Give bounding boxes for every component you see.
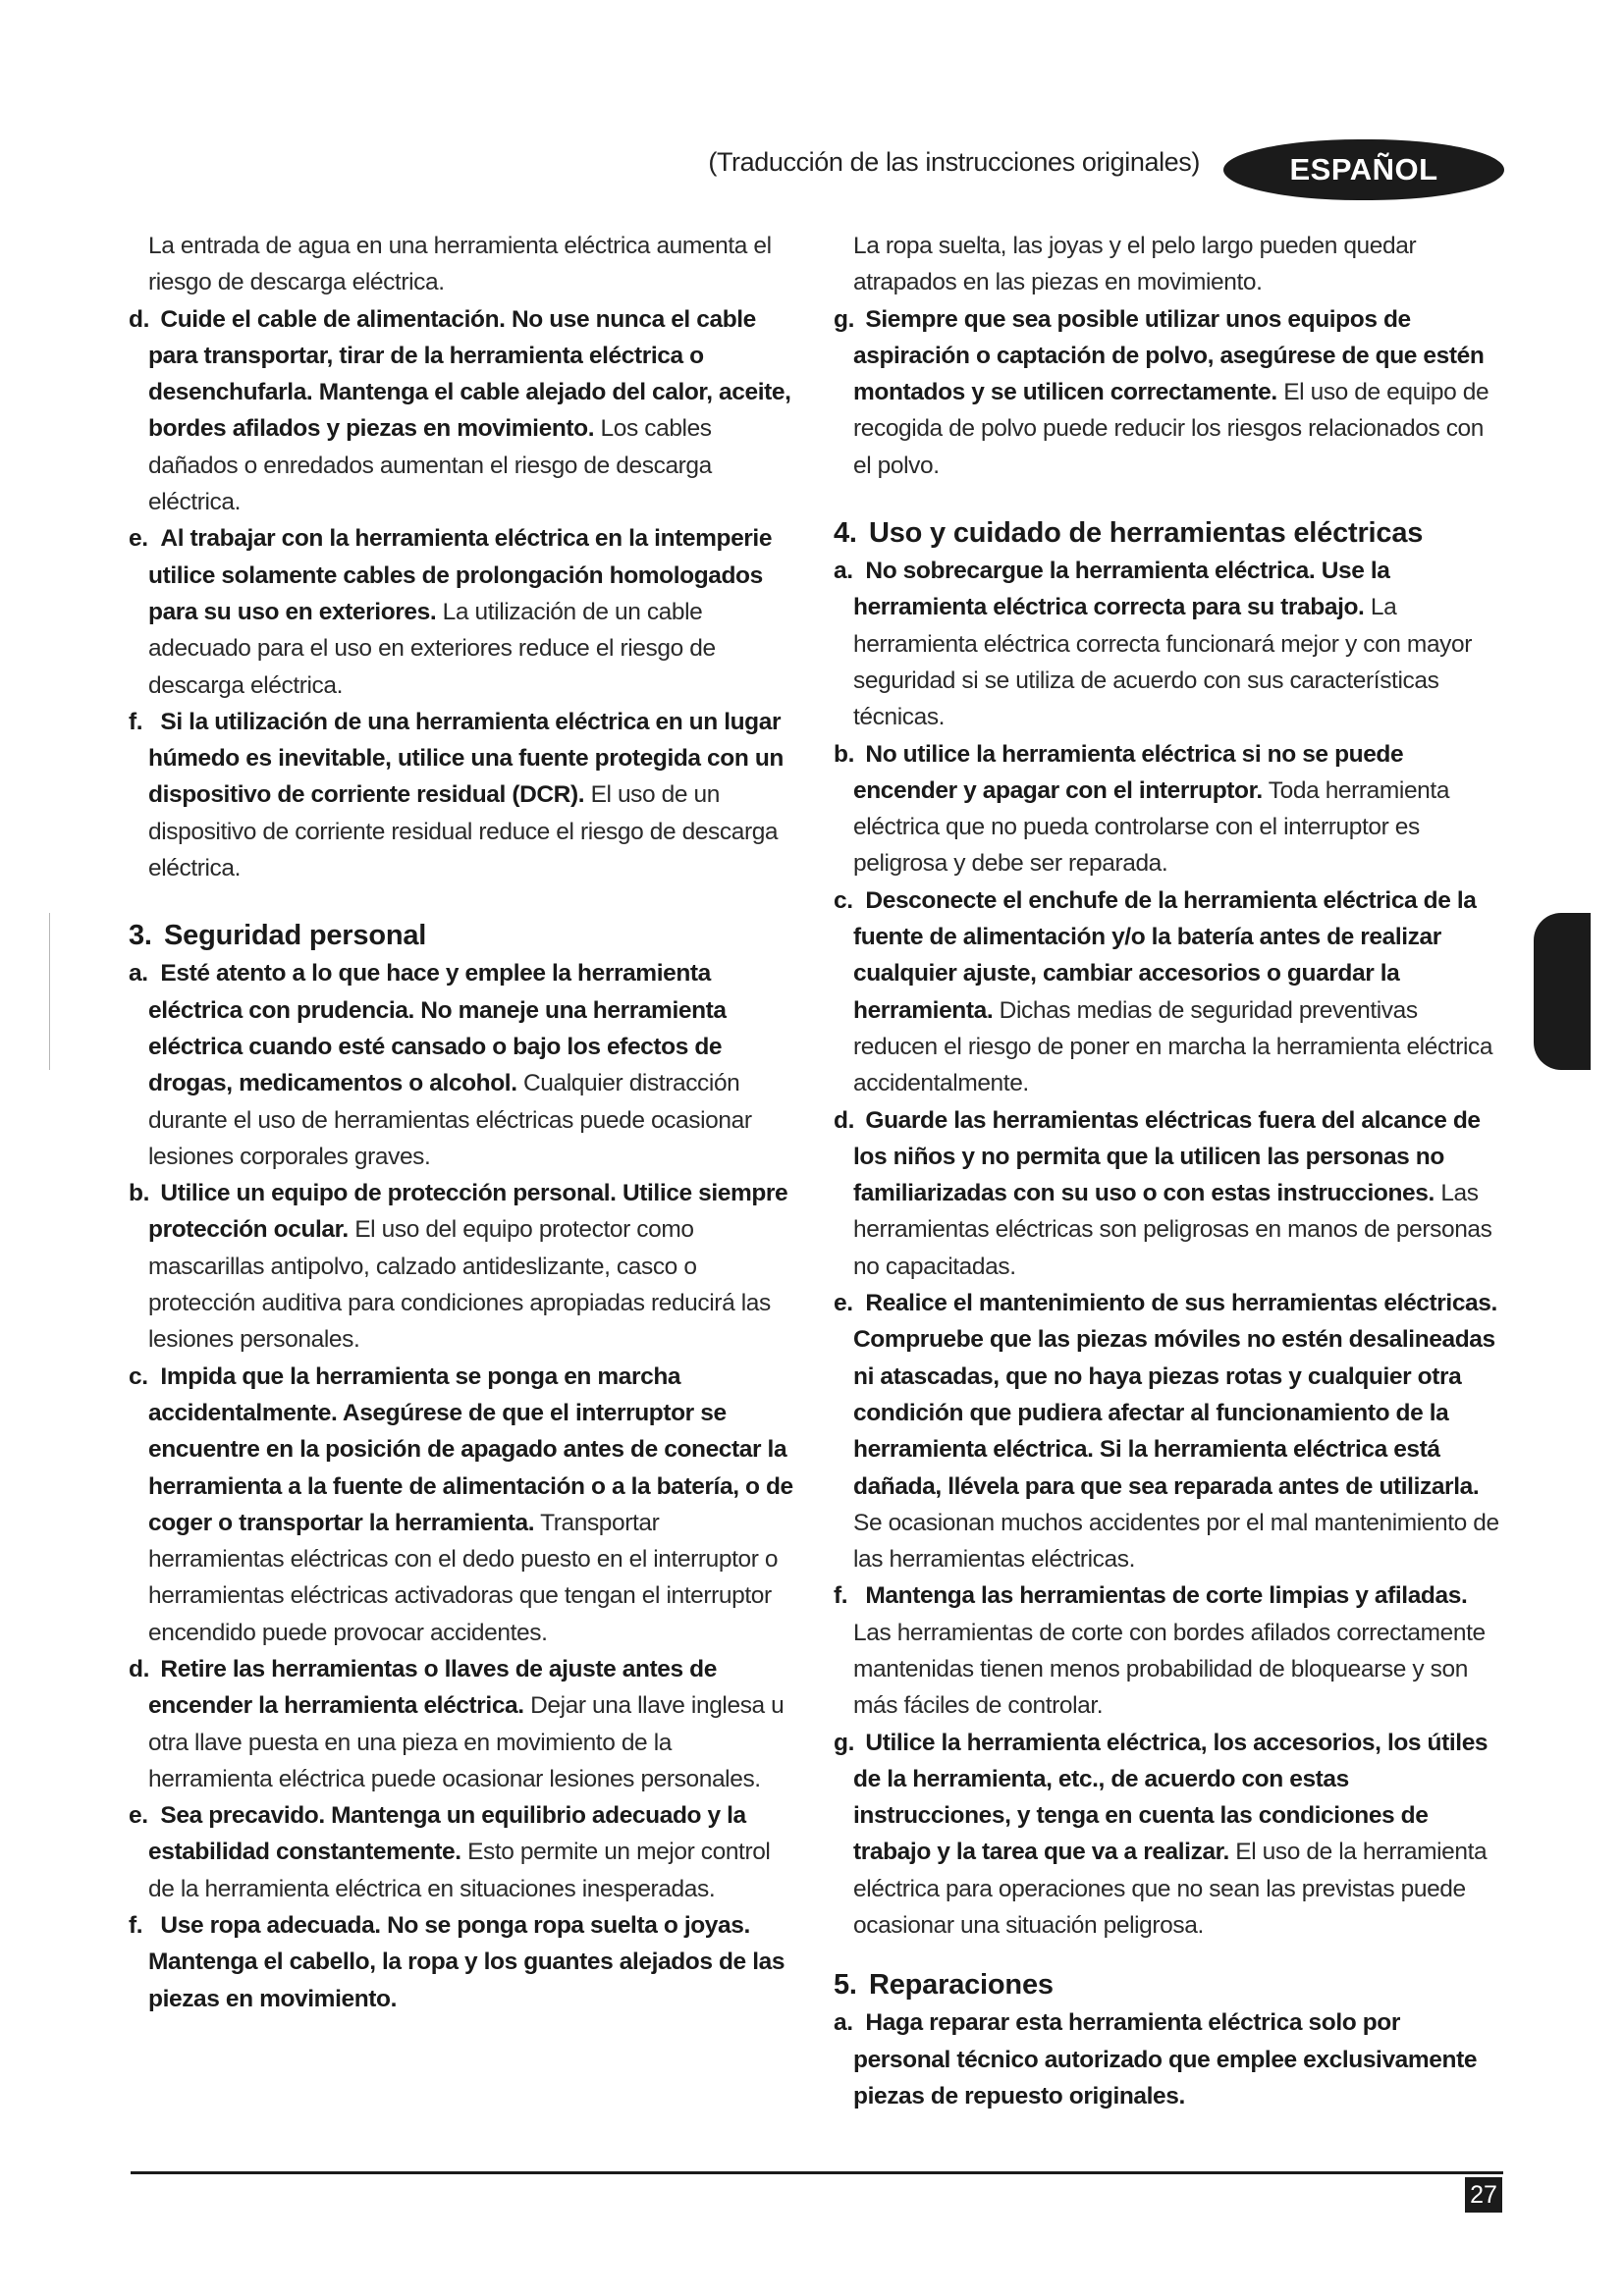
page-number: 27: [1465, 2177, 1502, 2213]
left-margin-rule: [49, 913, 50, 1070]
right-column: [834, 228, 1501, 2114]
section-thumb-tab: [1534, 913, 1591, 1070]
section-heading-4: 4. Uso y cuidado de herramientas eléctricas: [834, 517, 1424, 550]
list-item: e. Al trabajar con la herramienta eléctrica en la intemperie utilice solamente cables de prolongación homologados para su uso en exteriores. La utilización de un cable adecuado para el uso en exteriores reduce el riesgo de descarga eléctrica.: [129, 525, 773, 699]
list-item: f. Mantenga las herramientas de corte limpias y afiladas. Las herramientas de corte con bordes afilados correctamente mantenidas tienen menos probabilidad de bloquearse y son más fáciles de controlar.: [834, 1582, 1486, 1720]
list-item: d. Cuide el cable de alimentación. No use nunca el cable para transportar, tirar de la herramienta eléctrica o desenchufarla. Mantenga el cable alejado del calor, aceite, bordes afilados y piezas en movimiento. Los cables dañados o enredados aumentan el riesgo de descarga eléctrica.: [129, 305, 791, 516]
list-item: e. Realice el mantenimiento de sus herramientas eléctricas. Compruebe que las piezas móviles no estén desalineadas ni atascadas, que no haya piezas rotas y cualquier otra condición que pudiera afectar al funcionamiento de la herramienta eléctrica. Si la herramienta eléctrica está dañada, llévela para que sea reparada antes de utilizarla. Se ocasionan muchos accidentes por el mal mantenimiento de las herramientas eléctricas.: [834, 1290, 1499, 1574]
list-item: g. Siempre que sea posible utilizar unos equipos de aspiración o captación de polvo, asegúrese de que estén montados y se utilicen correctamente. El uso de equipo de recogida de polvo puede reducir los riesgos relacionados con el polvo.: [834, 305, 1489, 479]
list-item: d. Retire las herramientas o llaves de ajuste antes de encender la herramienta eléctrica. Dejar una llave inglesa u otra llave puesta en una pieza en movimiento de la herramienta eléctrica puede ocasionar lesiones personales.: [129, 1655, 785, 1792]
translation-note: (Traducción de las instrucciones originales): [708, 147, 1200, 177]
section-heading-3: 3. Seguridad personal: [129, 920, 427, 952]
list-item: c. Desconecte el enchufe de la herramienta eléctrica de la fuente de alimentación y/o la batería antes de realizar cualquier ajuste, cambiar accesorios o guardar la herramienta. Dichas medias de seguridad preventivas reducen el riesgo de poner en marcha la herramienta eléctrica accidentalmente.: [834, 886, 1493, 1097]
list-item: a. No sobrecargue la herramienta eléctrica. Use la herramienta eléctrica correcta para su trabajo. La herramienta eléctrica correcta funcionará mejor y con mayor seguridad si se utiliza de acuerdo con sus características técnicas.: [834, 558, 1473, 731]
list-item: a. Esté atento a lo que hace y emplee la herramienta eléctrica con prudencia. No maneje una herramienta eléctrica cuando esté cansado o bajo los efectos de drogas, medicamentos o alcohol. Cualquier distracción durante el uso de herramientas eléctricas puede ocasionar lesiones corporales graves.: [129, 960, 752, 1170]
intro-paragraph: La ropa suelta, las joyas y el pelo largo pueden quedar atrapados en las piezas en movimiento.: [853, 233, 1417, 296]
footer-rule: [131, 2171, 1503, 2174]
intro-paragraph: La entrada de agua en una herramienta eléctrica aumenta el riesgo de descarga eléctrica.: [148, 233, 772, 296]
list-item: g. Utilice la herramienta eléctrica, los accesorios, los útiles de la herramienta, etc., de acuerdo con estas instrucciones, y tenga en cuenta las condiciones de trabajo y la tarea que va a realizar. El uso de la herramienta eléctrica para operaciones que no sean las previstas puede ocasionar una situación peligrosa.: [834, 1729, 1489, 1940]
list-item: f. Si la utilización de una herramienta eléctrica en un lugar húmedo es inevitable, utilice una fuente protegida con un dispositivo de corriente residual (DCR). El uso de un dispositivo de corriente residual reduce el riesgo de descarga eléctrica.: [129, 708, 784, 882]
list-item: d. Guarde las herramientas eléctricas fuera del alcance de los niños y no permita que la utilicen las personas no familiarizadas con su uso o con estas instrucciones. Las herramientas eléctricas son peligrosas en manos de personas no capacitadas.: [834, 1106, 1492, 1280]
list-item: f. Use ropa adecuada. No se ponga ropa suelta o joyas. Mantenga el cabello, la ropa y los guantes alejados de las piezas en movimiento.: [129, 1912, 785, 2012]
list-item: c. Impida que la herramienta se ponga en marcha accidentalmente. Asegúrese de que el interruptor se encuentre en la posición de apagado antes de conectar la herramienta a la fuente de alimentación o a la batería, o de coger o transportar la herramienta. Transportar herramientas eléctricas con el dedo puesto en el interruptor o herramientas eléctricas activadoras que tengan el interruptor encendido puede provocar accidentes.: [129, 1362, 793, 1646]
list-item: e. Sea precavido. Mantenga un equilibrio adecuado y la estabilidad constantemente. Esto permite un mejor control de la herramienta eléctrica en situaciones inesperadas.: [129, 1802, 771, 1902]
list-item: b. Utilice un equipo de protección personal. Utilice siempre protección ocular. El uso del equipo protector como mascarillas antipolvo, calzado antideslizante, casco o protección auditiva para condiciones apropiadas reducirá las lesiones personales.: [129, 1180, 788, 1354]
language-badge: ESPAÑOL: [1223, 139, 1504, 200]
list-item: b. No utilice la herramienta eléctrica si no se puede encender y apagar con el interruptor. Toda herramienta eléctrica que no pueda controlarse con el interruptor es peligrosa y debe ser reparada.: [834, 740, 1450, 878]
section-heading-5: 5. Reparaciones: [834, 1969, 1054, 2002]
left-column: [129, 228, 796, 2017]
list-item: a. Haga reparar esta herramienta eléctrica solo por personal técnico autorizado que emplee exclusivamente piezas de repuesto originales.: [834, 2009, 1478, 2109]
